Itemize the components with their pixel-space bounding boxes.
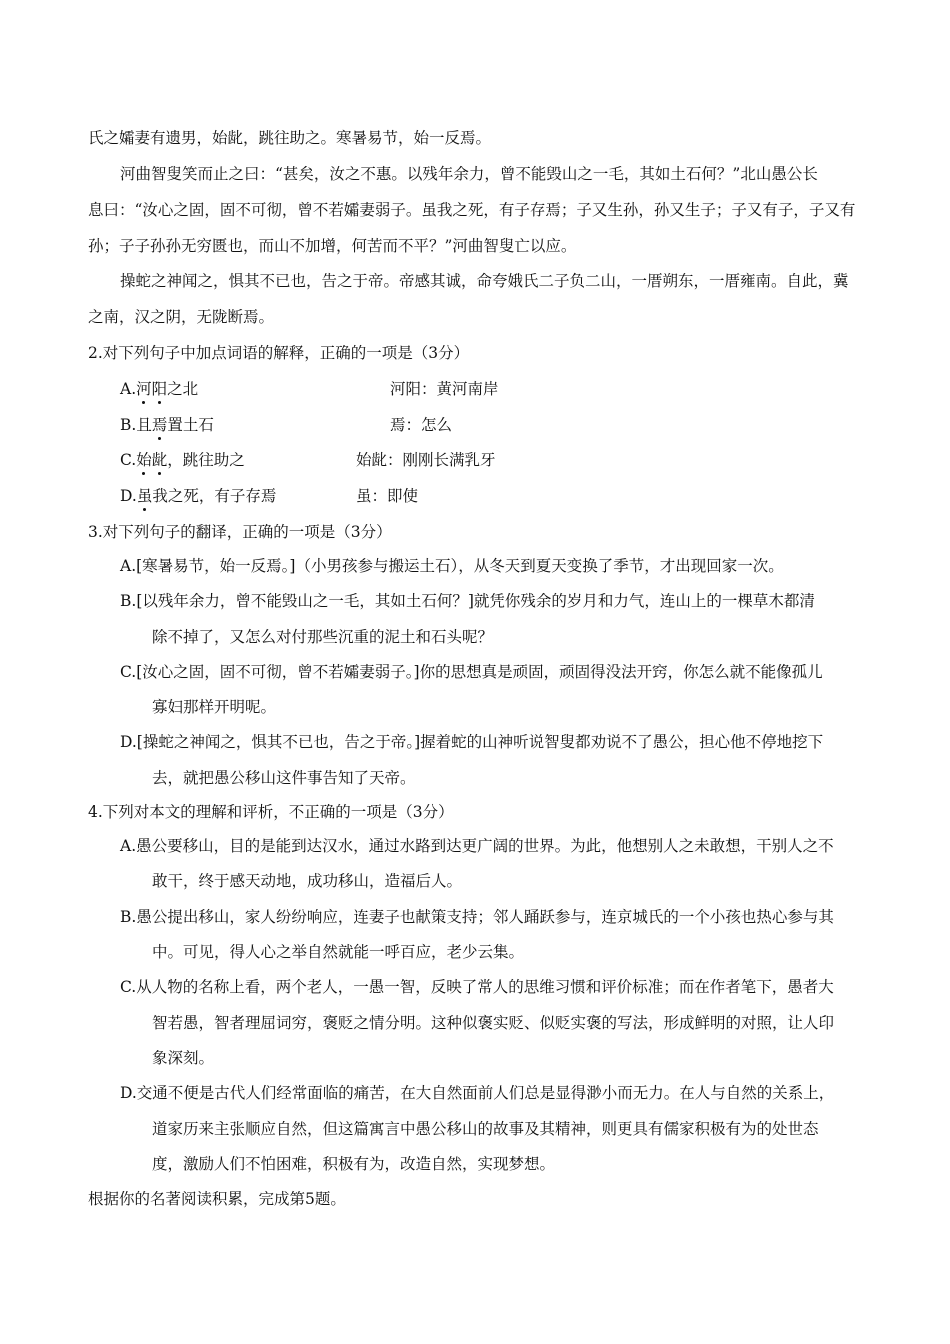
- q3-option-c-cont: 寡妇那样开明呢。: [152, 698, 277, 716]
- option-label: A.: [120, 380, 137, 398]
- question-3-stem: 3.对下列句子的翻译，正确的一项是（3分）: [88, 523, 392, 541]
- option-text: 置: [167, 416, 183, 434]
- q3-option-a: A.[寒暑易节，始一反焉。]（小男孩参与搬运土石），从冬天到夏天变换了季节，才出现回家一次。: [120, 557, 784, 575]
- option-text: 土石: [182, 416, 214, 434]
- q4-option-d-cont: 度，激励人们不怕困难，积极有为，改造自然，实现梦想。: [152, 1155, 556, 1173]
- q2-option-b: [120, 414, 214, 436]
- dotted-char: 龀: [151, 451, 168, 469]
- q4-option-c-cont: 智若愚，智者理屈词穷，褒贬之情分明。这种似褒实贬、似贬实褒的写法，形成鲜明的对照，让人印: [152, 1014, 835, 1032]
- q4-option-c: C.从人物的名称上看，两个老人，一愚一智，反映了常人的思维习惯和评价标准；而在作者笔下，愚者大: [120, 978, 834, 996]
- passage-line: 操蛇之神闻之，惧其不已也，告之于帝。帝感其诚，命夸娥氏二子负二山，一厝朔东，一厝雍南。自此，冀: [120, 272, 849, 290]
- question-4-stem: 4.下列对本文的理解和评析，不正确的一项是（3分）: [88, 803, 454, 821]
- q3-option-d: D.[操蛇之神闻之，惧其不已也，告之于帝。]握着蛇的山神听说智叟都劝说不了愚公，担心他不停地挖下: [120, 733, 824, 751]
- q3-option-d-cont: 去，就把愚公移山这件事告知了天帝。: [152, 769, 416, 787]
- dotted-char: 始: [136, 451, 152, 469]
- q4-option-c-cont: 象深刻。: [152, 1049, 215, 1067]
- passage-line: 河曲智叟笑而止之曰：“甚矣，汝之不惠。以残年余力，曾不能毁山之一毛，其如土石何？”北山愚公长: [120, 165, 818, 183]
- dotted-char: 焉: [151, 416, 168, 434]
- question-5-intro: 根据你的名著阅读积累，完成第5题。: [88, 1190, 346, 1208]
- dotted-char: 河: [136, 380, 152, 398]
- q2-option-b-gloss: 焉：怎么: [390, 416, 453, 434]
- q4-option-a: A.愚公要移山，目的是能到达汉水，通过水路到达更广阔的世界。为此，他想别人之未敢想，干别人之不: [120, 837, 834, 855]
- q2-option-c: [120, 449, 245, 471]
- q2-option-a-gloss: 河阳：黄河南岸: [390, 380, 499, 398]
- q3-option-b: B.[以残年余力，曾不能毁山之一毛，其如土石何？]就凭你残余的岁月和力气，连山上的一棵草木都清: [120, 592, 815, 610]
- q4-option-d-cont: 道家历来主张顺应自然，但这篇寓言中愚公移山的故事及其精神，则更具有儒家积极有为的处世态: [152, 1120, 819, 1138]
- question-2-stem: 2.对下列句子中加点词语的解释，正确的一项是（3分）: [88, 344, 470, 362]
- passage-line: 孙；子子孙孙无穷匮也，而山不加增，何苦而不平？”河曲智叟亡以应。: [88, 237, 577, 255]
- option-text: 之北: [167, 380, 199, 398]
- q2-option-c-gloss: 始龀：刚刚长满乳牙: [356, 451, 496, 469]
- q2-option-d-gloss: 虽：即使: [356, 487, 419, 505]
- q4-option-d: D.交通不便是古代人们经常面临的痛苦，在大自然面前人们总是显得渺小而无力。在人与自然的关系上，: [120, 1084, 835, 1102]
- option-text: ，跳往助之: [167, 451, 245, 469]
- q3-option-c: C.[汝心之固，固不可彻，曾不若孀妻弱子。]你的思想真是顽固，顽固得没法开窍，你怎么就不能像孤儿: [120, 663, 823, 681]
- passage-line: 之南，汉之阴，无陇断焉。: [88, 308, 275, 326]
- option-label: C.: [120, 451, 137, 469]
- q4-option-b: B.愚公提出移山，家人纷纷响应，连妻子也献策支持；邻人踊跃参与，连京城氏的一个小孩也热心参与其: [120, 908, 834, 926]
- option-label: D.: [120, 487, 137, 505]
- q4-option-a-cont: 敢干，终于感天动地，成功移山，造福后人。: [152, 872, 463, 890]
- q2-option-a: [120, 378, 198, 400]
- q4-option-b-cont: 中。可见，得人心之举自然就能一呼百应，老少云集。: [152, 943, 525, 961]
- q2-option-d: [120, 485, 276, 507]
- passage-line: 氏之孀妻有遗男，始龀，跳往助之。寒暑易节，始一反焉。: [88, 129, 492, 147]
- q3-option-b-cont: 除不掉了，又怎么对付那些沉重的泥土和石头呢？: [152, 628, 494, 646]
- dotted-char: 虽: [136, 487, 153, 505]
- option-text: 我之死，有子存焉: [152, 487, 277, 505]
- option-label: B.且: [120, 416, 152, 434]
- passage-line: 息曰：“汝心之固，固不可彻，曾不若孀妻弱子。虽我之死，有子存焉；子又生孙，孙又生子；子又有子，子又有: [88, 201, 856, 219]
- dotted-char: 阳: [151, 380, 168, 398]
